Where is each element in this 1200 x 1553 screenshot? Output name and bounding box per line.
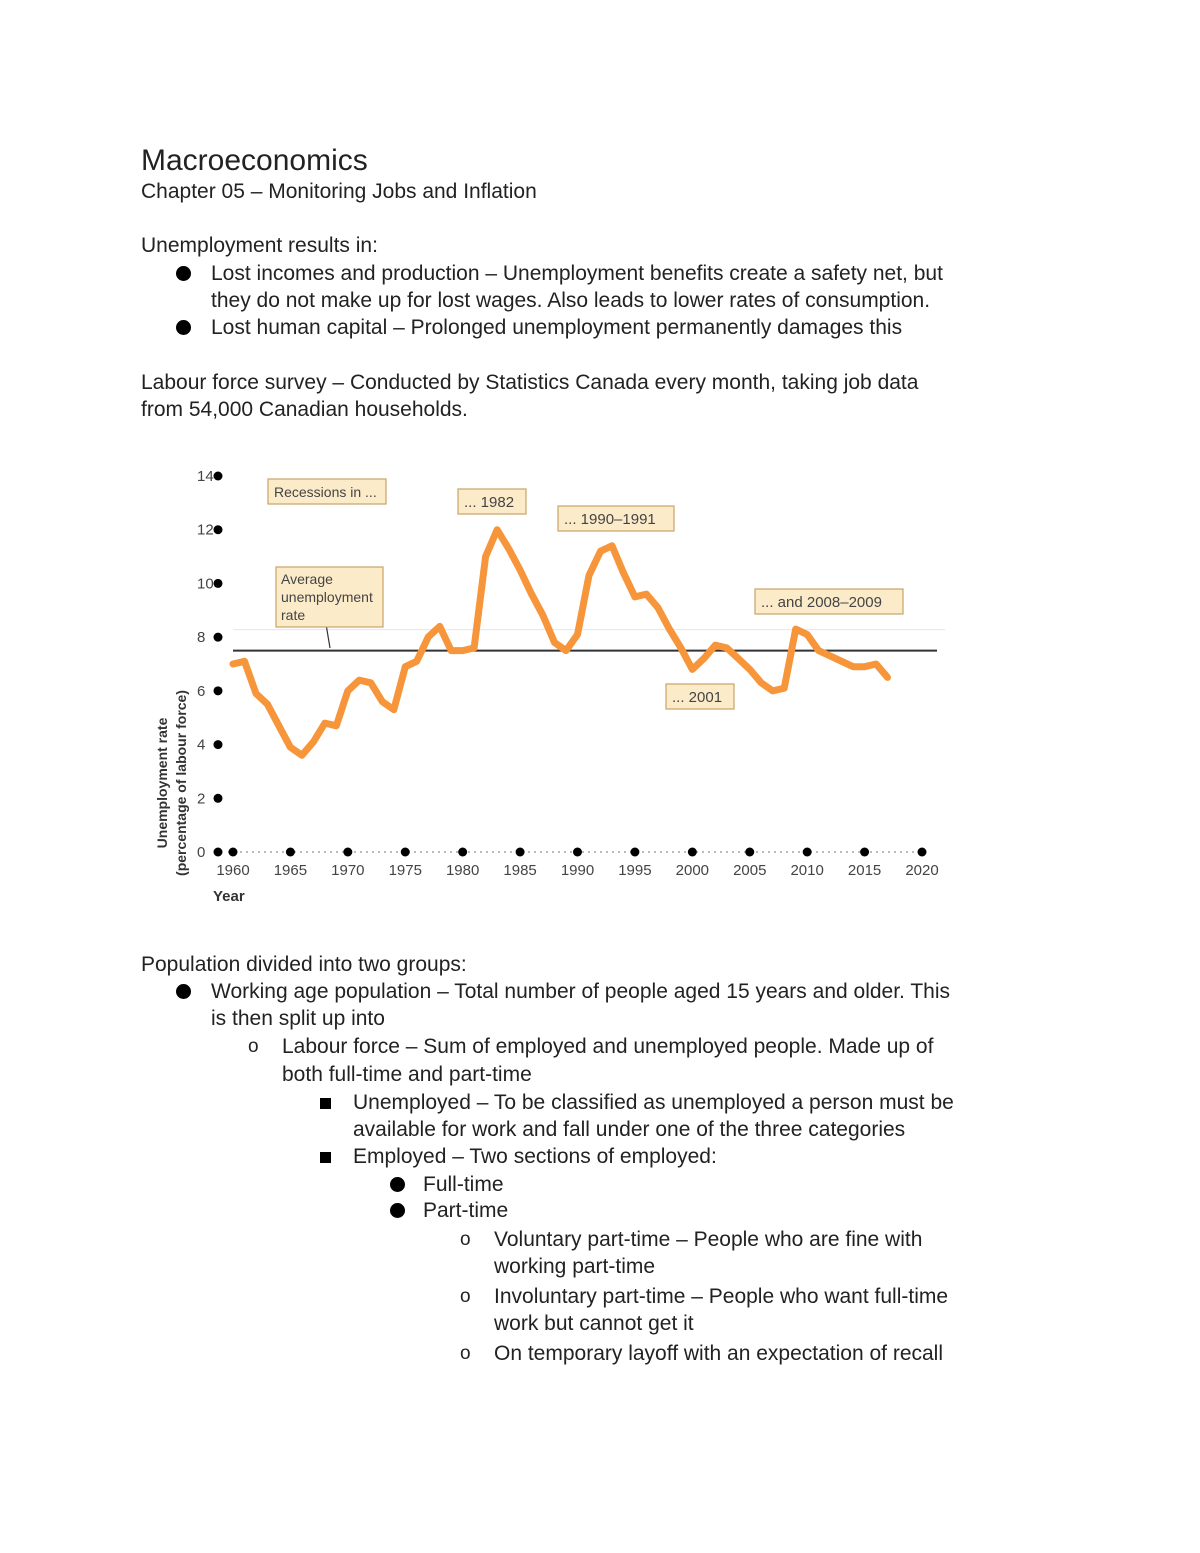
annotation-1982 (458, 489, 526, 514)
x-tick-dot (688, 848, 697, 857)
x-tick-dot (516, 848, 525, 857)
x-tick-dot (343, 848, 352, 857)
list-item-text: Unemployed – To be classified as unemployed a person must be (353, 1091, 954, 1114)
annotation-text: rate (281, 607, 306, 623)
y-tick-label: 8 (197, 629, 206, 647)
x-tick-dot (458, 848, 467, 857)
annotation-text: ... 1990–1991 (564, 511, 656, 528)
x-tick-dot (745, 848, 754, 857)
x-tick-dot (573, 848, 582, 857)
x-tick-dot (918, 848, 927, 857)
list-item-text: Lost human capital – Prolonged unemployment permanently damages this (211, 316, 903, 339)
y-tick-dot (214, 472, 223, 481)
list-item-text: Lost incomes and production – Unemployment benefits create a safety net, but (211, 262, 943, 285)
annotation-2008 (755, 589, 903, 614)
x-tick-label: 1965 (273, 862, 308, 879)
list-item-text: work but cannot get it (494, 1312, 694, 1335)
x-tick-label: 2000 (675, 862, 710, 879)
x-tick-label: 1980 (445, 862, 480, 879)
bullet-square-icon (320, 1143, 350, 1170)
y-tick-dot (214, 686, 223, 695)
list-item-text: working part-time (494, 1255, 656, 1278)
x-axis-label: Year (213, 888, 245, 905)
bullet-square-icon (320, 1089, 350, 1116)
unemployment-rate-chart (150, 455, 950, 915)
list-item-text: On temporary layoff with an expectation of recall (494, 1342, 944, 1365)
y-tick-dot (214, 633, 223, 642)
y-tick-dot (214, 579, 223, 588)
bullet-dot-icon (390, 1197, 420, 1225)
section1-intro: Unemployment results in: (141, 234, 378, 257)
y-tick-label: 0 (197, 844, 206, 861)
list-item-text: Voluntary part-time – People who are fine with (494, 1228, 923, 1251)
y-tick-dot (214, 794, 223, 803)
y-tick-dot (214, 848, 223, 857)
bullet-dot-icon (176, 260, 206, 288)
y-tick-dot (214, 740, 223, 749)
list-item-text: Full-time (423, 1173, 504, 1196)
x-tick-label: 1990 (560, 862, 595, 879)
x-tick-label: 2005 (733, 862, 767, 879)
x-tick-dot (630, 848, 639, 857)
x-tick-label: 1975 (388, 862, 422, 879)
list-item-text: Involuntary part-time – People who want full-time (494, 1285, 949, 1308)
bullet-circle-icon: o (248, 1036, 259, 1057)
list-item-text: is then split up into (211, 1007, 385, 1030)
y-tick-label: 4 (197, 736, 206, 754)
x-tick-dot (860, 848, 869, 857)
chapter-subtitle: Chapter 05 – Monitoring Jobs and Inflation (141, 180, 537, 203)
list-item-text: they do not make up for lost wages. Also leads to lower rates of consumption. (211, 289, 931, 312)
bullet-circle-icon: o (460, 1286, 471, 1307)
list-item-text: Employed – Two sections of employed: (353, 1145, 717, 1168)
survey-text: from 54,000 Canadian households. (141, 398, 468, 421)
x-tick-label: 1995 (618, 862, 652, 879)
x-tick-dot (229, 848, 238, 857)
annotation-text: unemployment (281, 589, 373, 605)
list-item-text: Labour force – Sum of employed and unemployed people. Made up of (282, 1035, 934, 1058)
list-item-text: both full-time and part-time (282, 1063, 532, 1086)
list-item-text: Working age population – Total number of people aged 15 years and older. This (211, 980, 951, 1003)
bullet-circle-icon: o (460, 1343, 471, 1364)
bullet-dot-icon (176, 978, 206, 1006)
unemployment-series-line (233, 530, 888, 756)
x-tick-label: 1960 (216, 862, 250, 879)
page-title: Macroeconomics (141, 144, 368, 177)
y-tick-label: 14 (197, 468, 214, 485)
bullet-dot-icon (176, 314, 206, 342)
annotation-text: Average (281, 571, 333, 587)
bullet-dot-icon (390, 1171, 420, 1199)
annotation-average (276, 567, 383, 627)
y-axis-label: (percentage of labour force) (173, 690, 189, 876)
annotation-recessions (268, 479, 386, 504)
y-tick-label: 10 (197, 575, 214, 593)
list-item-text: available for work and fall under one of the three categories (353, 1118, 906, 1141)
y-tick-dot (214, 525, 223, 534)
y-axis-label: Unemployment rate (154, 717, 170, 849)
annotation-2001 (666, 684, 734, 709)
x-tick-label: 2010 (790, 862, 824, 879)
x-tick-dot (401, 848, 410, 857)
survey-text: Labour force survey – Conducted by Statistics Canada every month, taking job data (141, 371, 919, 394)
annotation-1990 (558, 506, 674, 531)
bullet-circle-icon: o (460, 1229, 471, 1250)
annotation-text: ... 2001 (672, 689, 723, 706)
x-tick-label: 2015 (847, 862, 882, 879)
y-tick-label: 12 (197, 521, 214, 539)
y-tick-label: 6 (197, 682, 206, 700)
annotation-text: Recessions in ... (274, 484, 377, 500)
y-tick-label: 2 (197, 790, 206, 808)
list-item-text: Part-time (423, 1199, 509, 1222)
x-tick-dot (803, 848, 812, 857)
x-tick-dot (286, 848, 295, 857)
annotation-text: ... 1982 (464, 494, 515, 511)
x-tick-label: 2020 (905, 862, 939, 879)
section2-intro: Population divided into two groups: (141, 953, 467, 976)
annotation-text: ... and 2008–2009 (761, 594, 882, 611)
x-tick-label: 1985 (503, 862, 537, 879)
x-tick-label: 1970 (331, 862, 365, 879)
